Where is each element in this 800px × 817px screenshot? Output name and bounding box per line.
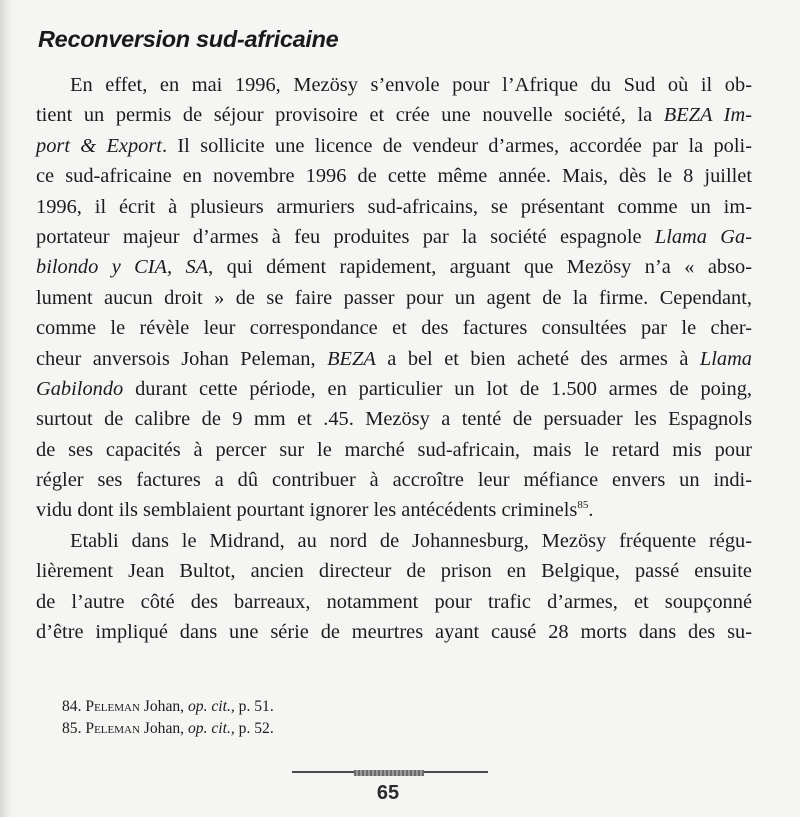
company-name: BEZA — [327, 347, 376, 370]
text-line: cheur anversois Johan Peleman, BEZA a bel et bien acheté des armes à Llama — [36, 347, 752, 370]
text-line: tient un permis de séjour provisoire et crée une nouvelle société, la BEZA Im- — [36, 104, 752, 127]
page-number: 65 — [376, 782, 400, 804]
text-line: vidu dont ils semblaient pourtant ignorer les antécédents criminels$^{85}$. — [36, 499, 594, 522]
page-gutter-shadow — [0, 0, 14, 817]
text-line: portateur majeur d’armes à feu produites par la société espagnole Llama Ga- — [36, 225, 753, 248]
footnote-85: 85. Peleman Johan, op. cit., p. 52. — [62, 720, 274, 737]
footnote-84: 84. Peleman Johan, op. cit., p. 51. — [62, 698, 274, 715]
paragraph-2 — [36, 526, 752, 648]
paragraph-1 — [36, 70, 752, 526]
text-line: de ses capacités à percer sur le marché sud-africain, mais le retard mis pour — [36, 438, 752, 461]
text-line: En effet, en mai 1996, Mezösy s’envole pour l’Afrique du Sud où il ob- — [70, 74, 752, 96]
text-line: d’être impliqué dans une série de meurtres ayant causé 28 morts dans des su- — [36, 621, 752, 644]
section-heading: Reconversion sud-africaine — [38, 26, 339, 52]
text-line: régler ses factures a dû contribuer à accroître leur méfiance envers un indi- — [36, 469, 752, 492]
footnotes — [62, 696, 274, 740]
text-line: Gabilondo durant cette période, en particulier un lot de 1.500 armes de poing, — [36, 377, 752, 400]
company-name: Llama — [699, 347, 752, 370]
company-name: Gabilondo — [36, 377, 124, 400]
footnote-reference: 85 — [577, 499, 589, 512]
text-line: ce sud-africaine en novembre 1996 de cette même année. Mais, dès le 8 juillet — [36, 165, 752, 188]
company-name: Llama Ga- — [654, 225, 753, 248]
text-line: port & Export. Il sollicite une licence de vendeur d’armes, accordée par la poli- — [36, 134, 752, 157]
text-line: surtout de calibre de 9 mm et .45. Mezösy a tenté de persuader les Espagnols — [36, 408, 752, 431]
company-name: port & Export — [36, 134, 162, 157]
text-line: lument aucun droit » de se faire passer pour un agent de la firme. Cependant, — [36, 286, 752, 309]
page-footer-rule-ornament — [354, 770, 424, 776]
company-name: BEZA Im- — [663, 104, 752, 127]
text-line: Etabli dans le Midrand, au nord de Johannesburg, Mezösy fréquente régu- — [70, 529, 752, 552]
text-line: comme le révèle leur correspondance et des factures consultées par le cher- — [36, 317, 752, 340]
text-line: de l’autre côté des barreaux, notamment pour trafic d’armes, et soupçonné — [36, 590, 752, 613]
text-line: bilondo y CIA, SA, qui dément rapidement, arguant que Mezösy n’a « abso- — [36, 256, 752, 279]
body-text — [36, 70, 752, 647]
text-line: 1996, il écrit à plusieurs armuriers sud-africains, se présentant comme un im- — [36, 195, 752, 218]
company-name: bilondo y CIA, SA — [36, 256, 209, 279]
text-line: lièrement Jean Bultot, ancien directeur de prison en Belgique, passé ensuite — [36, 560, 752, 583]
